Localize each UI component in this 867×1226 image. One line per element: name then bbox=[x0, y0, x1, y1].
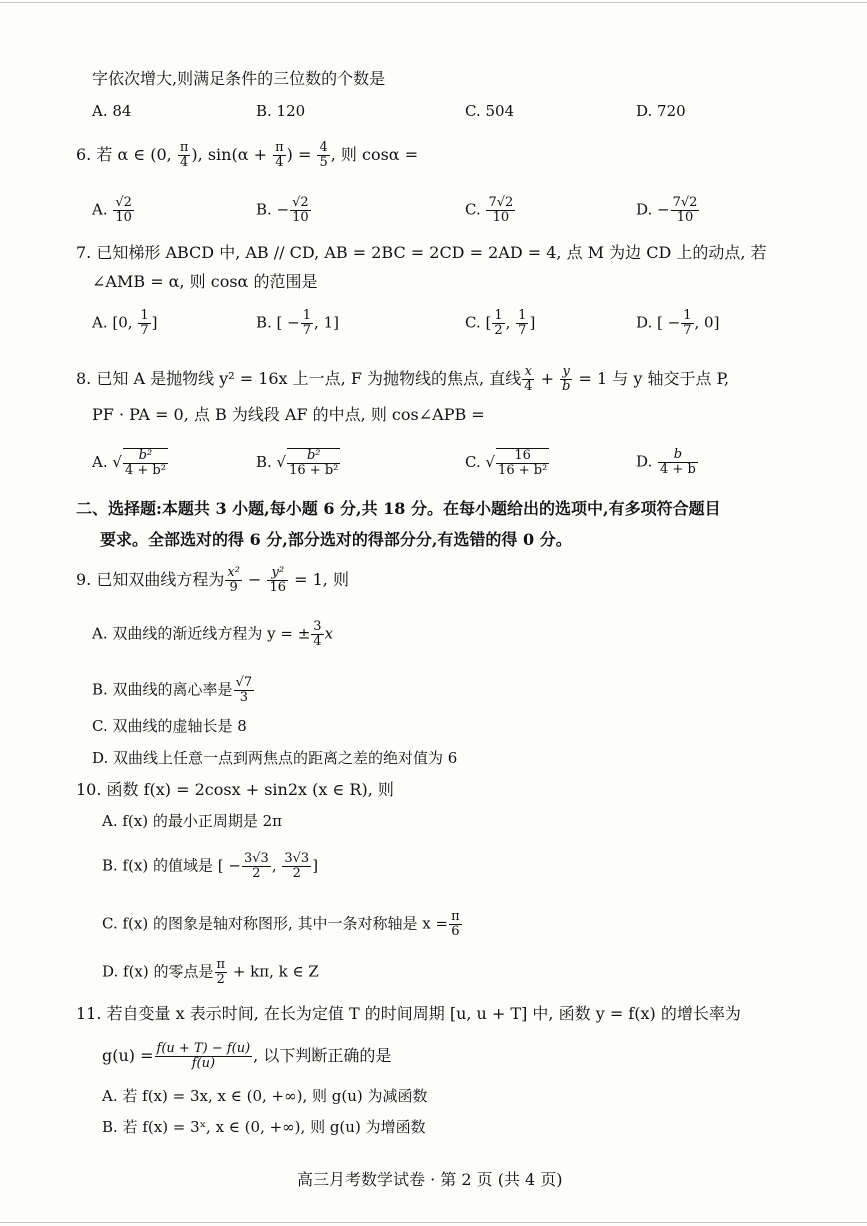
question-11-line-1: 11. 若自变量 x 表示时间, 在长为定值 T 的时间周期 [u, u + T] 中, 函数 y = f(x) 的增长率为 bbox=[76, 1004, 741, 1023]
q7-option-a: A. [0, $\frac{1}{7}$ ] bbox=[92, 308, 158, 338]
question-6-stem: 6. 若 α ∈ (0, $\frac{\pi}{4}$ ), sin(α + $\frac{\pi}{4}$ ) = $\frac{4}{5}$ , 则 cosα = bbox=[76, 140, 419, 170]
q9-option-b: B. 双曲线的离心率是 $\frac{√7}{3}$ bbox=[92, 675, 253, 705]
question-7-line-1: 7. 已知梯形 ABCD 中, AB // CD, AB = 2BC = 2CD = 2AD = 4, 点 M 为边 CD 上的动点, 若 bbox=[76, 243, 767, 262]
q10-option-b: B. f(x) 的值域是 [ − $\frac{3√3}{2}$ , $\frac{3√3}{2}$ ] bbox=[102, 851, 319, 881]
q11-option-a: A. 若 f(x) = 3x, x ∈ (0, +∞), 则 g(u) 为减函数 bbox=[102, 1087, 428, 1105]
q6-option-b: B. − $\frac{√2}{10}$ bbox=[256, 195, 309, 225]
question-8-line-1: 8. 已知 A 是抛物线 y² = 16x 上一点, F 为抛物线的焦点, 直线 $\frac{x}{4}$ + $\frac{y}{b}$ = 1 与 y 轴交于点 P, bbox=[76, 364, 730, 394]
q5-option-c: C. 504 bbox=[465, 102, 515, 120]
q11-option-b: B. 若 f(x) = 3ˣ, x ∈ (0, +∞), 则 g(u) 为增函数 bbox=[102, 1118, 426, 1136]
fraction-pi-over-4: $\frac{\pi}{4}$ bbox=[179, 140, 189, 170]
q8-option-c: C. √ $\frac{16}{\text{16 + b²}}$ bbox=[465, 448, 548, 478]
fraction-4-over-5: $\frac{4}{5}$ bbox=[319, 140, 328, 170]
question-9-stem: 9. 已知双曲线方程为 $\frac{\text{x²}}{9}$ − $\frac{\text{y²}}{16}$ = 1, 则 bbox=[76, 565, 349, 595]
q9-option-d: D. 双曲线上任意一点到两焦点的距离之差的绝对值为 6 bbox=[92, 749, 458, 767]
q8-option-a: A. √ $\frac{\text{b²}}{\text{4 + b²}}$ bbox=[92, 448, 166, 478]
question-8-line-2: PF · PA = 0, 点 B 为线段 AF 的中点, 则 cos∠APB = bbox=[92, 405, 485, 424]
q8-option-d: D. $\frac{b}{4 + b}$ bbox=[636, 447, 696, 477]
fraction-pi-over-4-b: $\frac{\pi}{4}$ bbox=[275, 140, 284, 170]
question-5-tail: 字依次增大,则满足条件的三位数的个数是 bbox=[92, 69, 386, 88]
q6-option-a: A. $\frac{√2}{10}$ bbox=[92, 195, 132, 225]
q5-option-a: A. 84 bbox=[92, 102, 132, 120]
section-2-heading-line-2: 要求。全部选对的得 6 分,部分选对的得部分分,有选错的得 0 分。 bbox=[100, 530, 572, 549]
question-10-stem: 10. 函数 f(x) = 2cosx + sin2x (x ∈ R), 则 bbox=[76, 780, 394, 799]
scan-edge-bottom bbox=[0, 1222, 867, 1223]
question-7-line-2: ∠AMB = α, 则 cosα 的范围是 bbox=[92, 272, 318, 291]
q10-option-c: C. f(x) 的图象是轴对称图形, 其中一条对称轴是 x = $\frac{\pi}{6}$ bbox=[102, 909, 460, 939]
q10-option-d: D. f(x) 的零点是 $\frac{\pi}{2}$ + kπ, k ∈ Z bbox=[102, 957, 319, 987]
q10-option-a: A. f(x) 的最小正周期是 2π bbox=[102, 812, 283, 830]
scan-edge-top bbox=[0, 2, 867, 3]
q5-option-d: D. 720 bbox=[636, 102, 686, 120]
q5-option-b: B. 120 bbox=[256, 102, 306, 120]
q7-option-b: B. [ − $\frac{1}{7}$ , 1] bbox=[256, 308, 339, 338]
q6-option-d: D. − $\frac{7√2}{10}$ bbox=[636, 195, 698, 225]
q9-option-c: C. 双曲线的虚轴长是 8 bbox=[92, 717, 247, 735]
page-footer: 高三月考数学试卷 · 第 2 页 (共 4 页) bbox=[297, 1170, 563, 1189]
question-11-line-2: g(u) = $\frac{f(u + T) - f(u)}{f(u)}$ , 以下判断正确的是 bbox=[102, 1041, 392, 1071]
q9-option-a: A. 双曲线的渐近线方程为 y = ± $\frac{3}{4}$ x bbox=[92, 619, 334, 649]
q6-option-c: C. $\frac{7√2}{10}$ bbox=[465, 195, 514, 225]
q7-option-d: D. [ − $\frac{1}{7}$ , 0] bbox=[636, 308, 720, 338]
section-2-heading-line-1: 二、选择题:本题共 3 小题,每小题 6 分,共 18 分。在每小题给出的选项中,有多项符合题目 bbox=[76, 499, 721, 518]
q8-option-b: B. √ $\frac{\text{b²}}{\text{16 + b²}}$ bbox=[256, 448, 339, 478]
q7-option-c: C. [ $\frac{1}{2}$ , $\frac{1}{7}$ ] bbox=[465, 308, 536, 338]
